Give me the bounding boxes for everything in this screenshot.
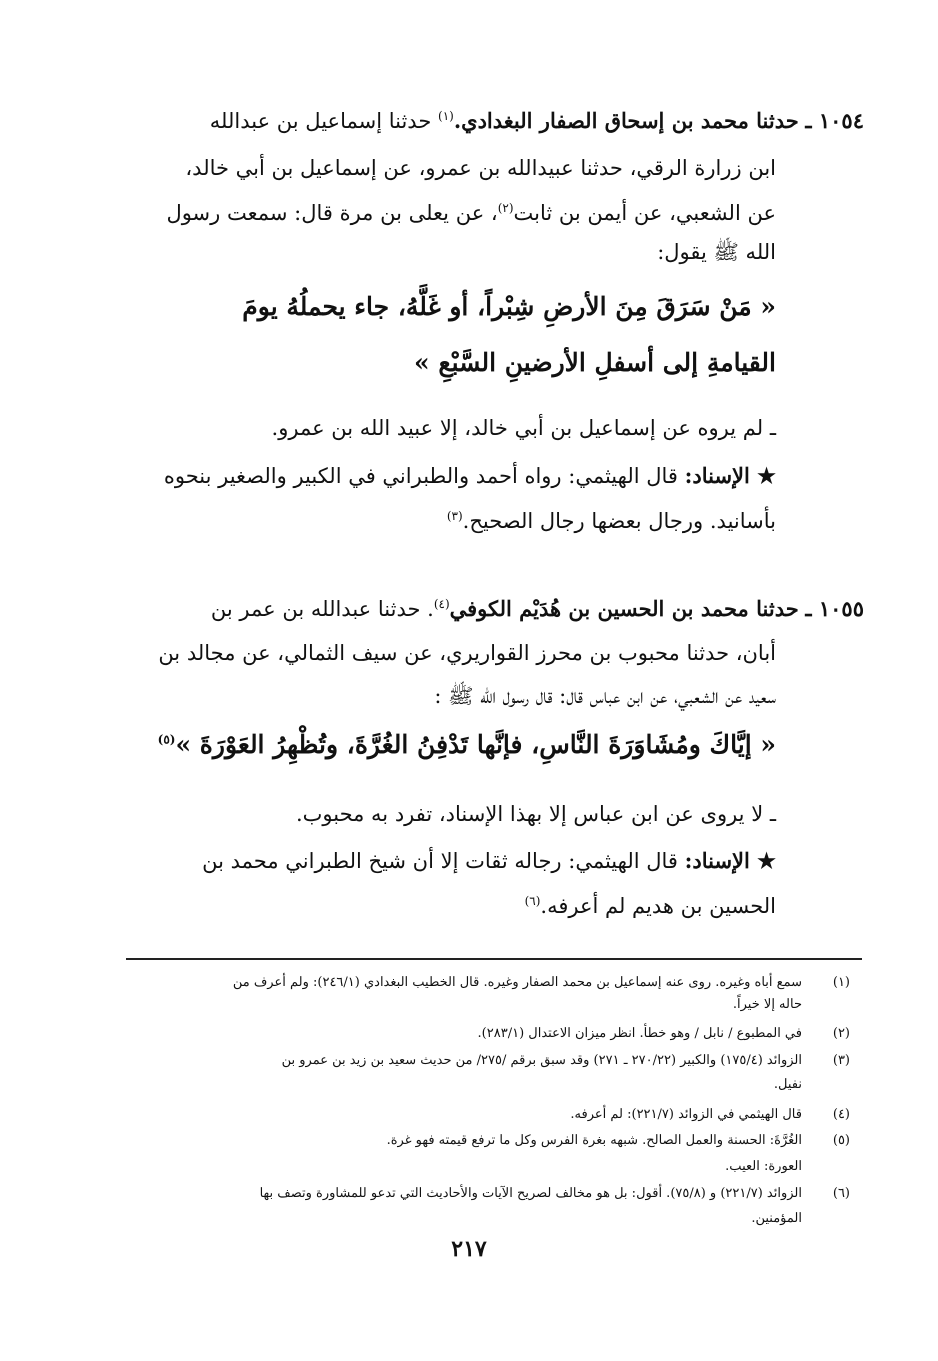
hadith-1055-line-1	[211, 598, 864, 620]
isnad-text: قال الهيثمي: رواه أحمد والطبراني في الكبير والصغير بنحوه	[163, 464, 685, 488]
hadith-chain-text: . حدثنا عبدالله بن عمر بن	[210, 597, 434, 621]
hadith-1054-line-1	[210, 110, 864, 132]
footnote-text: سمع أباه وغيره. روى عنه إسماعيل بن محمد الصفار وغيره. قال الخطيب البغدادي (٢٤٦/١): ولم أعرف من	[232, 975, 802, 990]
hadith-1054-quote-line-1: « مَنْ سَرَقَ مِنَ الأرضِ شِبْراً، أو غَلَّهُ، جاء يحملُهُ يومَ	[242, 292, 776, 321]
footnote-text: المؤمنين.	[751, 1211, 802, 1226]
footnote-number: (٣)	[832, 1053, 850, 1068]
hadith-1055-note: ـ لا يروى عن ابن عباس إلا بهذا الإسناد، تفرد به محبوب.	[295, 802, 776, 826]
footnote-text: الزوائد (١٧٥/٤) والكبير (٢٧٠/٢٢ ـ ٢٧١) وقد سبق برقم /٢٧٥/ من حديث سعيد بن زيد بن عمرو بن	[281, 1053, 802, 1068]
page-number: ٢١٧	[451, 1236, 487, 1262]
footnote-ref: (٦)	[524, 894, 541, 908]
footnote-number: (٥)	[832, 1133, 850, 1148]
footnote-number: (٦)	[832, 1186, 850, 1201]
hadith-chain-start: حدثنا محمد بن الحسين بن هُدَيْم الكوفي	[449, 596, 799, 621]
footnote-text: حاله إلا خيراً.	[732, 997, 802, 1012]
hadith-chain-start: حدثنا محمد بن إسحاق الصفار البغدادي.	[453, 108, 799, 133]
footnote-number: (٢)	[832, 1026, 850, 1041]
hadith-1054-line-3	[166, 202, 776, 224]
hadith-chain-text: ، عن يعلى بن مرة قال: سمعت رسول	[166, 201, 498, 225]
footnote-ref: (١)	[438, 109, 454, 123]
hadith-1055-isnad-line-1	[202, 850, 776, 872]
footnote-text: الزوائد (٢٢١/٧) و (٧٥/٨). أقول: بل هو مخالف لصريح الآيات والأحاديث التي تدعو للمشاورة وتصف بها	[259, 1186, 802, 1201]
hadith-number: ١٠٥٤ ـ	[805, 108, 864, 133]
footnote-separator	[126, 958, 862, 960]
footnote-text: في المطبوع / نابل / وهو خطأ. انظر ميزان الاعتدال (٢٨٣/١).	[477, 1026, 802, 1041]
footnote-text: الغُرَّةَ: الحسنة والعمل الصالح. شبهه بغرة الفرس وكل ما ترفع قيمته فهو غرة.	[386, 1133, 802, 1148]
isnad-label: ★ الإسناد:	[684, 463, 776, 488]
footnote-ref: (٢)	[497, 201, 514, 215]
hadith-1055-line-2: أبان، حدثنا محبوب بن محرز القواريري، عن سيف الثمالي، عن مجالد بن	[158, 641, 776, 665]
footnote-number: (٤)	[832, 1107, 850, 1122]
footnote-number: (١)	[832, 975, 850, 990]
hadith-number: ١٠٥٥ ـ	[805, 596, 864, 621]
hadith-chain-text: عن الشعبي، عن أيمن بن ثابت	[513, 201, 776, 225]
hadith-chain-text: حدثنا إسماعيل بن عبدالله	[209, 109, 438, 133]
footnote-ref: (٣)	[446, 509, 463, 523]
isnad-text: قال الهيثمي: رجاله ثقات إلا أن شيخ الطبراني محمد بن	[202, 849, 685, 873]
hadith-1054-line-2: ابن زرارة الرقي، حدثنا عبيدالله بن عمرو، عن إسماعيل بن أبي خالد،	[185, 156, 776, 180]
hadith-1054-isnad-line-1	[164, 465, 776, 487]
hadith-1055-isnad-line-2	[525, 895, 776, 917]
footnote-text: العورة: العيب.	[725, 1159, 802, 1174]
hadith-1055-quote	[158, 730, 776, 759]
footnote-text: نفيل.	[773, 1077, 802, 1092]
hadith-1054-line-4: الله ﷺ يقول:	[657, 240, 776, 264]
isnad-text: بأسانيد. ورجال بعضها رجال الصحيح.	[462, 509, 776, 533]
isnad-text: الحسين بن هديم لم أعرفه.	[540, 894, 776, 918]
footnote-text: قال الهيثمي في الزوائد (٢٢١/٧): لم أعرفه.	[570, 1107, 802, 1122]
footnote-ref: (٤)	[433, 597, 450, 611]
hadith-1054-note: ـ لم يروه عن إسماعيل بن أبي خالد، إلا عبيد الله بن عمرو.	[271, 416, 776, 440]
hadith-quote-text: « إيَّاكَ ومُشَاوَرَةَ النَّاسِ، فإنَّها تَدْفِنُ الغُرَّةَ، وتُظْهِرُ العَوْرَةَ »	[175, 730, 776, 759]
isnad-label: ★ الإسناد:	[684, 848, 776, 873]
hadith-1054-isnad-line-2	[447, 510, 776, 532]
hadith-1054-quote-line-2: القيامةِ إلى أسفلِ الأرضينِ السَّبْعِ »	[414, 348, 776, 377]
hadith-1055-line-3: سعيد عن الشعبي، عن ابن عباس قال: قال رسول الله ﷺ :	[434, 684, 776, 708]
footnote-ref: (٥)	[157, 732, 176, 747]
